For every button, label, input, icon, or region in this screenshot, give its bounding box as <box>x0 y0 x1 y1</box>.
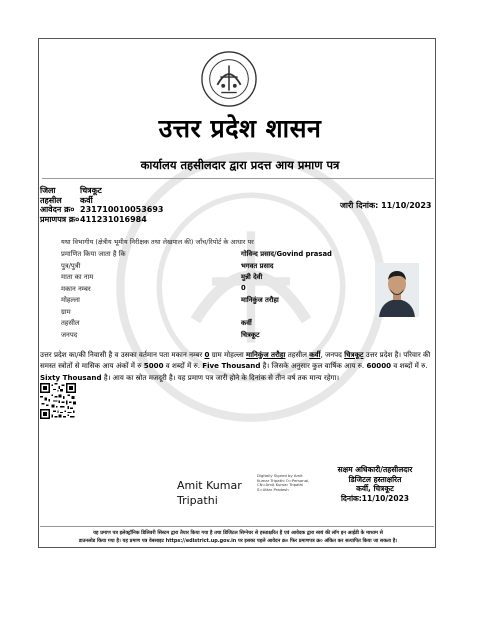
statement-text: है। जिसके अनुसार कुल वार्षिक आय रु. <box>260 361 367 371</box>
meta-label: जिला <box>40 186 56 195</box>
field-value: कर्वी <box>241 319 252 327</box>
field-value: गोविन्द प्रसाद/Govind prasad <box>241 250 332 258</box>
signature-detail-line: S=Uttar Pradesh <box>257 486 289 492</box>
issue-date: जारी दिनांक: 11/10/2023 <box>340 201 432 210</box>
signatory-name-line: Amit Kumar <box>177 479 242 492</box>
meta-value: चित्रकूट <box>80 186 102 195</box>
meta-value: 231710010053693 <box>80 205 164 215</box>
field-label: मोहल्ला <box>61 296 80 304</box>
meta-label: तहसील <box>40 195 62 205</box>
field-label: जनपद <box>61 330 78 339</box>
page-title: उत्तर प्रदेश शासन <box>158 114 322 143</box>
divider <box>42 178 434 179</box>
monthly-income-words: Five Thousand <box>202 361 261 371</box>
qr-code <box>40 383 76 419</box>
certificate-statement <box>40 349 432 383</box>
signature-detail-line: Kumar Tripathi O=Personal, <box>257 477 310 483</box>
tehsil-name: कर्वी <box>309 350 321 359</box>
field-value: भगवत प्रसाद <box>241 261 274 270</box>
authority-line: कर्वी, चित्रकूट <box>356 484 394 493</box>
issuing-authority <box>330 465 420 503</box>
certificate-subtitle: कार्यालय तहसीलदार द्वारा प्रदत्त आय प्रमाण पत्र <box>140 158 340 172</box>
footer-line: यह प्रमाण पत्र इलेक्ट्रॉनिक डिलिवरी सिस्टम द्वारा तैयार किया गया है तथा डिजिटल सिग्नेचर से हस्ताक्षरित है एवं आवेदक द्वारा स्वयं की लॉग इन आईडी के माध्यम से <box>93 530 383 536</box>
meta-label: प्रमाणपत्र क्र० <box>40 214 80 224</box>
statement-text: है। आय का स्रोत मजदूरी है। यह प्रमाण पत्र जारी होने के दिनांक से तीन वर्ष तक मान्य रहेगा। <box>101 372 340 382</box>
signatory-name-line: Tripathi <box>177 494 218 507</box>
field-value: चित्रकूट <box>241 330 260 339</box>
statement-text: व शब्दों में रु. <box>391 361 428 371</box>
authority-line: सक्षम अधिकारी/तहसीलदार <box>337 465 413 474</box>
authority-date: दिनांक:11/10/2023 <box>340 493 410 503</box>
field-value: मुन्नी देवी <box>241 273 263 281</box>
signature-detail-line: CN=Amit Kumar Tripathi <box>257 482 304 488</box>
signature-detail-line: Digitally Signed by Amit <box>257 473 303 478</box>
footer-note <box>40 530 436 545</box>
statement-text: , जनपद <box>320 350 345 359</box>
mohalla-name: मानिकुंज तरौहा <box>246 350 286 359</box>
district-name: चित्रकूट <box>344 350 364 359</box>
meta-row-certificate-no <box>40 215 164 225</box>
annual-income-words: Sixty Thousand <box>40 372 102 382</box>
statement-text: उत्तर प्रदेश है। परिवार की समस्त स्त्रोतों से मासिक आय अंकों में रु <box>40 350 431 371</box>
digital-signature-details <box>257 474 313 492</box>
meta-value: 411231016984 <box>80 214 147 224</box>
house-number: 0 <box>204 350 210 359</box>
field-label: तहसील <box>61 319 80 327</box>
meta-row-district <box>40 186 164 196</box>
meta-label: आवेदन क्र० <box>40 205 75 215</box>
signatory-name <box>177 478 242 508</box>
divider <box>40 526 434 527</box>
field-label: पुत्र/पुत्री <box>61 261 81 270</box>
field-label: माता का नाम <box>61 273 94 281</box>
field-label: मकान नम्बर <box>61 284 91 293</box>
monthly-income-number: 5000 <box>143 361 164 371</box>
intro-line: यथा विभागीय (क्षेत्रीय भूमीय निरीक्षक तथा लेखपाल की) जाँच/रिपोर्ट के आधार पर <box>61 238 254 246</box>
authority-line: डिजिटल हस्ताक्षरित <box>348 474 402 484</box>
certificate-meta <box>40 186 164 224</box>
statement-text: व शब्दों में रु. <box>163 361 203 371</box>
meta-row-application-no <box>40 205 164 215</box>
field-value: 0 <box>241 283 246 292</box>
field-label: प्रमाणित किया जाता है कि <box>61 250 126 258</box>
meta-row-tehsil <box>40 196 164 206</box>
field-label: ग्राम <box>61 307 71 316</box>
meta-value: कर्वी <box>80 195 93 205</box>
footer-line: डाउनलोड किया गया है। यह प्रमाण पत्र वेबसाइट https://edistrict.up.gov.in पर इसका पहले आवेदन क्र० फिर प्रमाणपत्र क्र० अंकित कर सत्यापित किया जा सकता है। <box>78 537 398 544</box>
statement-text: उत्तर प्रदेश का/की निवासी है व उसका वर्तमान पता मकान नम्बर <box>40 350 205 359</box>
applicant-photo <box>375 263 419 317</box>
annual-income-number: 60000 <box>366 361 392 371</box>
statement-text: तहसील <box>285 350 310 359</box>
up-government-emblem-icon <box>200 50 258 108</box>
statement-text: ग्राम मोहल्ला <box>209 350 247 359</box>
field-value: मानिकुंज तरौहा <box>241 296 279 304</box>
